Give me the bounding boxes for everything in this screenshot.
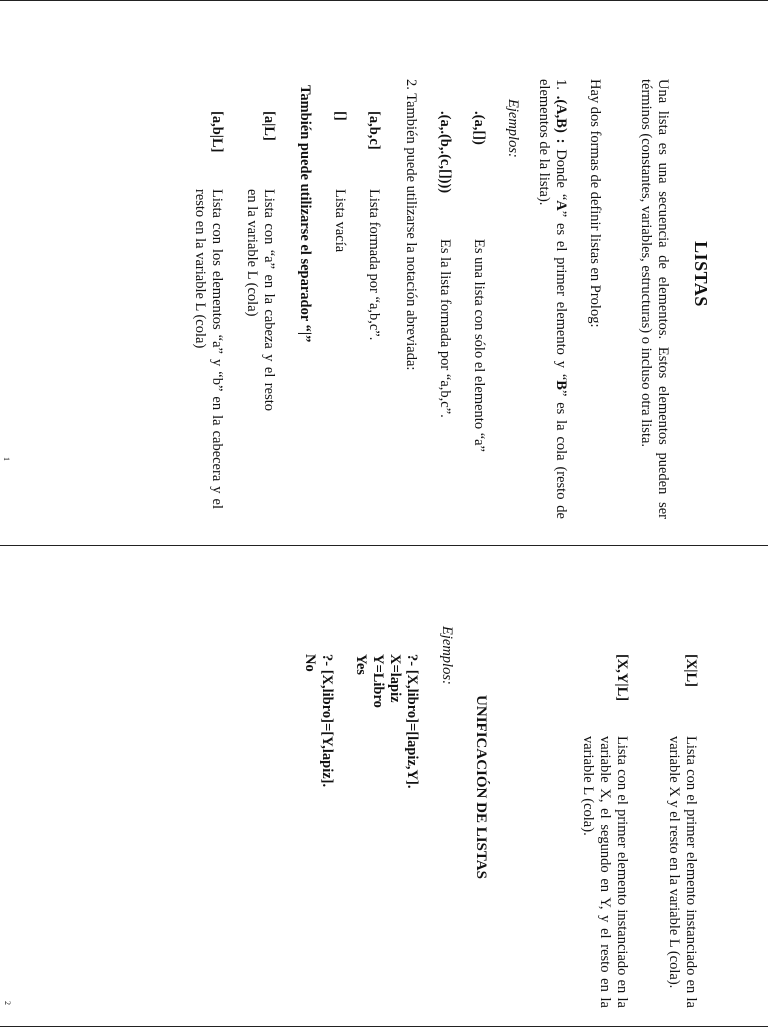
form-1-text-b: ” es el primer elemento y “: [553, 210, 569, 381]
page-2: [0, 545, 768, 1027]
page-title: LISTAS: [691, 241, 711, 307]
sep-example-1-code: [a|L]: [261, 111, 277, 141]
example-2-desc: Es la lista formada por “a,b,c”.: [437, 239, 453, 418]
sep-example-1-desc: Lista con “a” en la cabeza y el resto en la variable L (cola): [244, 189, 277, 411]
answer-1-x: X=lapiz: [387, 654, 403, 703]
page-2-content: [0, 546, 768, 1028]
abbrev-2-code: []: [332, 111, 348, 121]
form-2-text: 2. También puede utilizarse la notación abreviada:: [403, 79, 419, 371]
answer-2: No: [302, 654, 318, 672]
abbrev-1-desc: Lista formada por “a,b,c”.: [366, 189, 382, 341]
examples-label: Ejemplos:: [505, 99, 521, 158]
sep-example-4-desc: Lista con el primer elemento instanciado en la variable X, el segundo en Y, y el resto en la variable L (cola).: [580, 736, 630, 1008]
form-1-text-c: ” es la cola (resto de elementos de la lista).: [536, 79, 569, 519]
page-number: 1: [2, 457, 11, 461]
separator-heading: También puede utilizarse el separador “|”: [297, 85, 313, 343]
page-number-2: 2: [3, 1001, 12, 1005]
two-forms-text: Hay dos formas de definir listas en Prolog:: [587, 79, 603, 328]
example-1-desc: Es una lista con sólo el elemento “a”: [471, 239, 487, 452]
form-1-paragraph: [535, 79, 569, 519]
sep-example-4-code: [X,Y|L]: [614, 654, 630, 702]
query-2: ?- [X,libro]=[Y,lapiz].: [319, 654, 335, 788]
sep-example-2-desc: Lista con los elementos “a” y “b” en la cabecera y el resto en la variable L (cola): [192, 189, 225, 509]
form-1-colon: :: [553, 132, 569, 144]
abbrev-1-code: [a,b,c]: [366, 111, 382, 150]
sep-example-3-desc: Lista con el primer elemento instanciado en la variable X y el resto en la variable L (cola).: [666, 736, 699, 1008]
examples-label-2: Ejemplos:: [439, 626, 455, 685]
sep-example-3-code: [X|L]: [683, 654, 699, 687]
sep-example-2-code: [a,b|L]: [209, 111, 225, 153]
answer-1-y: Y=Libro: [370, 654, 386, 708]
form-1-number: 1.: [553, 79, 569, 96]
query-1: ?- [X,libro]=[lapiz,Y].: [404, 654, 420, 789]
answer-1-yes: Yes: [353, 654, 369, 675]
form-1-a: A: [553, 200, 569, 211]
intro-paragraph: Una lista es una secuencia de elementos. Estos elementos pueden ser términos (constantes, variables, estructuras) o incluso otra lista.: [638, 79, 671, 519]
form-1-b: B: [553, 380, 569, 390]
form-1-text-a: Donde “: [553, 143, 569, 201]
example-1-code: .(a,[]): [471, 111, 487, 145]
abbrev-2-desc: Lista vacía: [332, 189, 348, 253]
form-1-code: .(A,B): [553, 95, 569, 133]
section-title: UNIFICACIÓN DE LISTAS: [473, 695, 489, 879]
page-1-content: [0, 1, 768, 547]
example-2-code: .(a,.(b,.(c,[]))): [437, 111, 453, 194]
